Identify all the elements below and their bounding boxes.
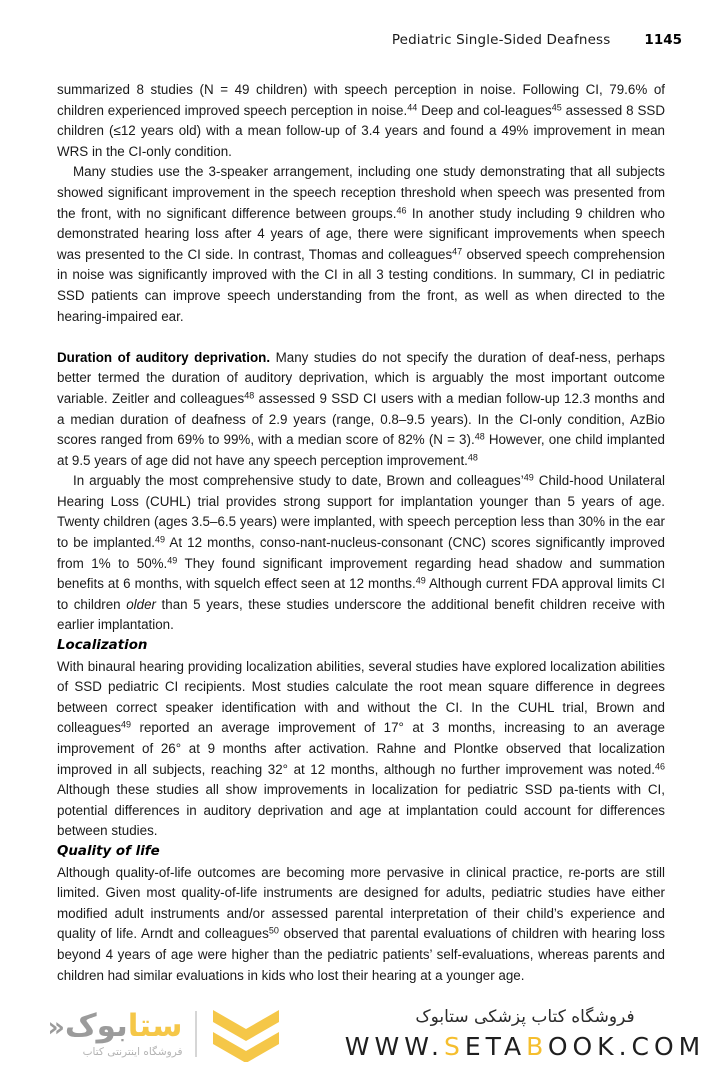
para-text: Although quality-of-life outcomes are becoming more pervasive in clinical practice, re-ports are still limited. Given most quality-of-life instruments are designed for adults, pediatric studies have either modified adult instruments and/or assessed parental interpretation of their child’s experience and quality of life. Arndt and colleagues	[57, 864, 665, 942]
brand-name-part-gray: بوک	[64, 1007, 128, 1044]
citation-49: 49	[523, 472, 534, 483]
citation-49: 49	[415, 575, 426, 586]
citation-49: 49	[167, 554, 178, 565]
paragraph-continued	[57, 80, 665, 162]
citation-48: 48	[474, 431, 485, 442]
citation-46: 46	[654, 760, 665, 771]
site-url[interactable]	[345, 1032, 705, 1061]
citation-50: 50	[268, 925, 279, 936]
para-text: In another study including 9 children who demonstrated hearing loss after 4 years of age, there were significant improvements when speech was presented to the CI side. In contrast, Thomas and colleagues	[57, 205, 665, 262]
page-number: 1145	[644, 32, 682, 48]
url-suffix: OOK.COM	[547, 1032, 706, 1061]
para-text: However, one child implanted at 9.5 years of age did not have any speech perception improvement.	[57, 432, 665, 468]
para-text: At 12 months, conso-nant-nucleus-consonant (CNC) scores significantly improved from 1% to 50%.	[57, 535, 665, 571]
para-text: Although these studies all show improvements in localization for pediatric SSD pa-tients with CI, potential differences in auditory deprivation and age at implantation could account for differences between studies.	[57, 782, 665, 839]
para-text: reported an average improvement of 17° at 3 months, increasing to an average improvement of 26° at 9 months after activation. Rahne and Plontke observed that localization improved in all subjects, reaching 32° at 12 months, although no further improvement was noted.	[57, 720, 665, 777]
chevron-logo-icon	[209, 1006, 283, 1062]
paragraph-cuhl-trial	[57, 471, 665, 636]
citation-49: 49	[121, 719, 132, 730]
run-in-heading-duration: Duration of auditory deprivation.	[57, 349, 271, 365]
paragraph-duration-of-deprivation	[57, 348, 665, 472]
running-head-title: Pediatric Single-Sided Deafness	[391, 32, 611, 48]
url-letter-s: S	[444, 1032, 465, 1061]
para-text: assessed 8 SSD children (≤12 years old) with a mean follow-up of 3.4 years and found a 49% improvement in mean WRS in the CI-only condition.	[57, 102, 665, 159]
paragraph-speaker-arrangement	[57, 162, 665, 327]
url-mid: ETA	[464, 1032, 527, 1061]
para-text: than 5 years, these studies underscore the additional benefit children receive with earlier implantation.	[57, 596, 665, 633]
brand-wordmark	[47, 1007, 183, 1058]
footer-site-info	[330, 988, 720, 1080]
paragraph-quality-of-life	[57, 863, 665, 987]
brand-tagline-fa: فروشگاه اینترنتی کتاب	[82, 1045, 183, 1058]
citation-46: 46	[396, 204, 407, 215]
para-text: They found significant improvement regarding head shadow and summation benefits at 6 months, with squelch effect seen at 12 months.	[57, 555, 665, 592]
url-letter-b: B	[526, 1032, 548, 1061]
footer-watermark	[0, 988, 720, 1080]
site-tagline-fa: فروشگاه کتاب پزشکی ستابوک	[415, 1007, 635, 1027]
para-text: assessed 9 SSD CI users with a median follow-up 12.3 months and a median duration of deafness of 2.9 years (range, 0.8–9.5 years). In the CI-only condition, AzBio scores ranged from 69% to 99%, with a median score of 82% (N = 3).	[57, 390, 665, 448]
para-text: Many studies use the 3-speaker arrangement, including one study demonstrating that all subjects showed significant improvement in the speech reception threshold when speech was presented from the front, with no significant difference between groups.	[57, 164, 665, 221]
paragraph-localization	[57, 657, 665, 842]
para-text: summarized 8 studies (N = 49 children) with speech perception in noise. Following CI, 79.6% of children experienced improved speech perception in noise.	[57, 82, 665, 118]
para-text: Although current FDA approval limits CI to children	[57, 576, 665, 612]
running-head	[392, 32, 682, 48]
citation-48: 48	[244, 390, 255, 401]
para-text: Child-hood Unilateral Hearing Loss (CUHL) trial provides strong support for implantation younger than 5 years of age. Twenty children (ages 3.5–6.5 years) were implanted, with speech perception less than 30% in the ear to be implanted.	[57, 473, 665, 551]
para-text: Many studies do not specify the duration of deaf-ness, perhaps better termed the duration of auditory deprivation, which is arguably the most important outcome variable. Zeitler and colleagues	[57, 349, 666, 406]
text-column	[57, 80, 665, 986]
brand-name-fa	[47, 1007, 183, 1044]
para-text: observed that parental evaluations of children with hearing loss beyond 4 years of age were higher than the pediatric patients’ self-evaluations, whereas parents and children had similar evaluations in kids who lost their hearing at a younger age.	[57, 926, 665, 983]
url-prefix: WWW.	[344, 1032, 444, 1061]
section-heading-localization: Localization	[57, 638, 148, 654]
para-text: In arguably the most comprehensive study to date, Brown and colleagues’	[73, 473, 524, 489]
brand-logo	[0, 988, 330, 1080]
section-heading-quality-of-life: Quality of life	[57, 843, 160, 859]
citation-45: 45	[551, 101, 562, 112]
para-text: With binaural hearing providing localization abilities, several studies have explored localization abilities of SSD pediatric CI recipients. Most studies calculate the root mean square difference in degrees between correct speaker identification with and without the CI. In the CUHL trial, Brown and colleagues	[57, 658, 665, 736]
para-text: observed speech comprehension in noise was significantly improved with the CI in all 3 testing conditions. In summary, CI in pediatric SSD patients can improve speech understanding from the front, as well as when directed to the hearing-impaired ear.	[57, 246, 665, 324]
para-text: Deep and col-leagues	[417, 102, 552, 118]
citation-48: 48	[467, 452, 478, 463]
emphasis-older: older	[126, 596, 156, 612]
citation-47: 47	[452, 246, 463, 257]
brand-name-part-amber: ستا	[127, 1007, 183, 1044]
vertical-divider	[195, 1011, 197, 1057]
citation-49: 49	[155, 534, 166, 545]
citation-44: 44	[407, 101, 418, 112]
guillemet-icon: «	[47, 1011, 65, 1043]
